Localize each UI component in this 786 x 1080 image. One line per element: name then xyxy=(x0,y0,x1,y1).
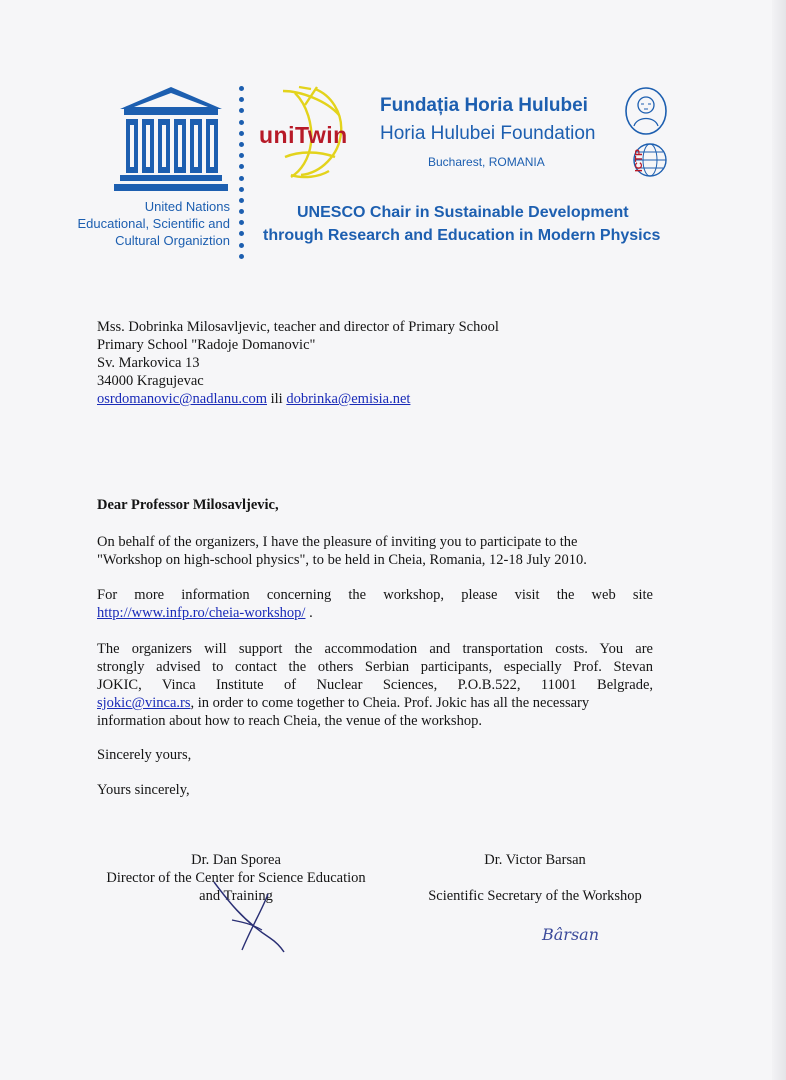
signatory-left-title: Director of the Center for Science Education xyxy=(106,870,366,886)
un-organization-name xyxy=(40,198,230,249)
paragraph-invitation xyxy=(97,533,653,569)
recipient-email-link-2[interactable]: dobrinka@emisia.net xyxy=(286,391,411,407)
dotted-divider xyxy=(238,86,246,265)
recipient-line: Sv. Markovica 13 xyxy=(97,355,200,371)
paragraph-line: JOKIC, Vinca Institute of Nuclear Sciences, P.O.B.522, 11001 Belgrade, xyxy=(97,677,653,693)
recipient-line: Primary School "Radoje Domanovic" xyxy=(97,337,316,353)
signatory-left-title: and Training xyxy=(199,888,273,904)
closing-1: Sincerely yours, xyxy=(97,747,192,763)
paragraph-line: strongly advised to contact the others Serbian participants, especially Prof. Stevan xyxy=(97,659,653,675)
un-name-line: Cultural Organiztion xyxy=(115,233,230,248)
recipient-email-link-1[interactable]: osrdomanovic@nadlanu.com xyxy=(97,391,267,407)
foundation-name-ro: Fundația Horia Hulubei xyxy=(380,95,588,116)
un-name-line: Educational, Scientific and xyxy=(77,216,230,231)
unesco-chair-line-2: through Research and Education in Modern Physics xyxy=(263,227,661,244)
paragraph-support xyxy=(97,640,653,730)
paragraph-line: , in order to come together to Cheia. Prof. Jokic has all the necessary xyxy=(190,695,590,711)
signatory-right-name: Dr. Victor Barsan xyxy=(484,852,586,868)
signatory-right xyxy=(415,851,655,905)
recipient-line: 34000 Kragujevac xyxy=(97,373,204,389)
signatory-left-name: Dr. Dan Sporea xyxy=(191,852,281,868)
ictp-logo-icon xyxy=(626,138,670,182)
signature-right-mark xyxy=(540,918,610,948)
foundation-name-en: Horia Hulubei Foundation xyxy=(380,123,596,144)
salutation: Dear Professor Milosavljevic, xyxy=(97,497,279,513)
recipient-emails xyxy=(97,390,499,408)
paragraph-line: The organizers will support the accommodation and transportation costs. You are xyxy=(97,641,653,657)
paragraph-line: information about how to reach Cheia, the venue of the workshop. xyxy=(97,713,482,729)
recipient-address xyxy=(97,318,499,408)
ictp-text: ICTP xyxy=(634,149,645,172)
un-name-line: United Nations xyxy=(144,199,230,214)
paragraph-line: "Workshop on high-school physics", to be held in Cheia, Romania, 12-18 July 2010. xyxy=(97,552,587,568)
closing-2: Yours sincerely, xyxy=(97,782,190,798)
unesco-logo xyxy=(112,85,230,193)
signature-right-text: Bârsan xyxy=(542,925,599,944)
signatory-right-title: Scientific Secretary of the Workshop xyxy=(428,888,642,904)
recipient-line: Mss. Dobrinka Milosavljevic, teacher and director of Primary School xyxy=(97,319,499,335)
paragraph-tail: . xyxy=(305,605,313,621)
page-edge-shadow xyxy=(772,0,786,1080)
signature-left-mark xyxy=(212,880,294,956)
jokic-email-link[interactable]: sjokic@vinca.rs xyxy=(97,695,191,711)
unesco-chair-line-1: UNESCO Chair in Sustainable Development xyxy=(297,204,629,221)
unitwin-logo-text: uniTwin xyxy=(259,122,348,148)
workshop-website-link[interactable]: http://www.infp.ro/cheia-workshop/ xyxy=(97,605,306,621)
hulubei-portrait-icon xyxy=(624,86,668,136)
paragraph-website xyxy=(97,586,653,622)
email-separator: ili xyxy=(267,391,287,407)
foundation-city: Bucharest, ROMANIA xyxy=(428,155,545,169)
paragraph-line: For more information concerning the workshop, please visit the web site xyxy=(97,587,653,603)
paragraph-line: On behalf of the organizers, I have the pleasure of inviting you to participate to the xyxy=(97,534,578,550)
